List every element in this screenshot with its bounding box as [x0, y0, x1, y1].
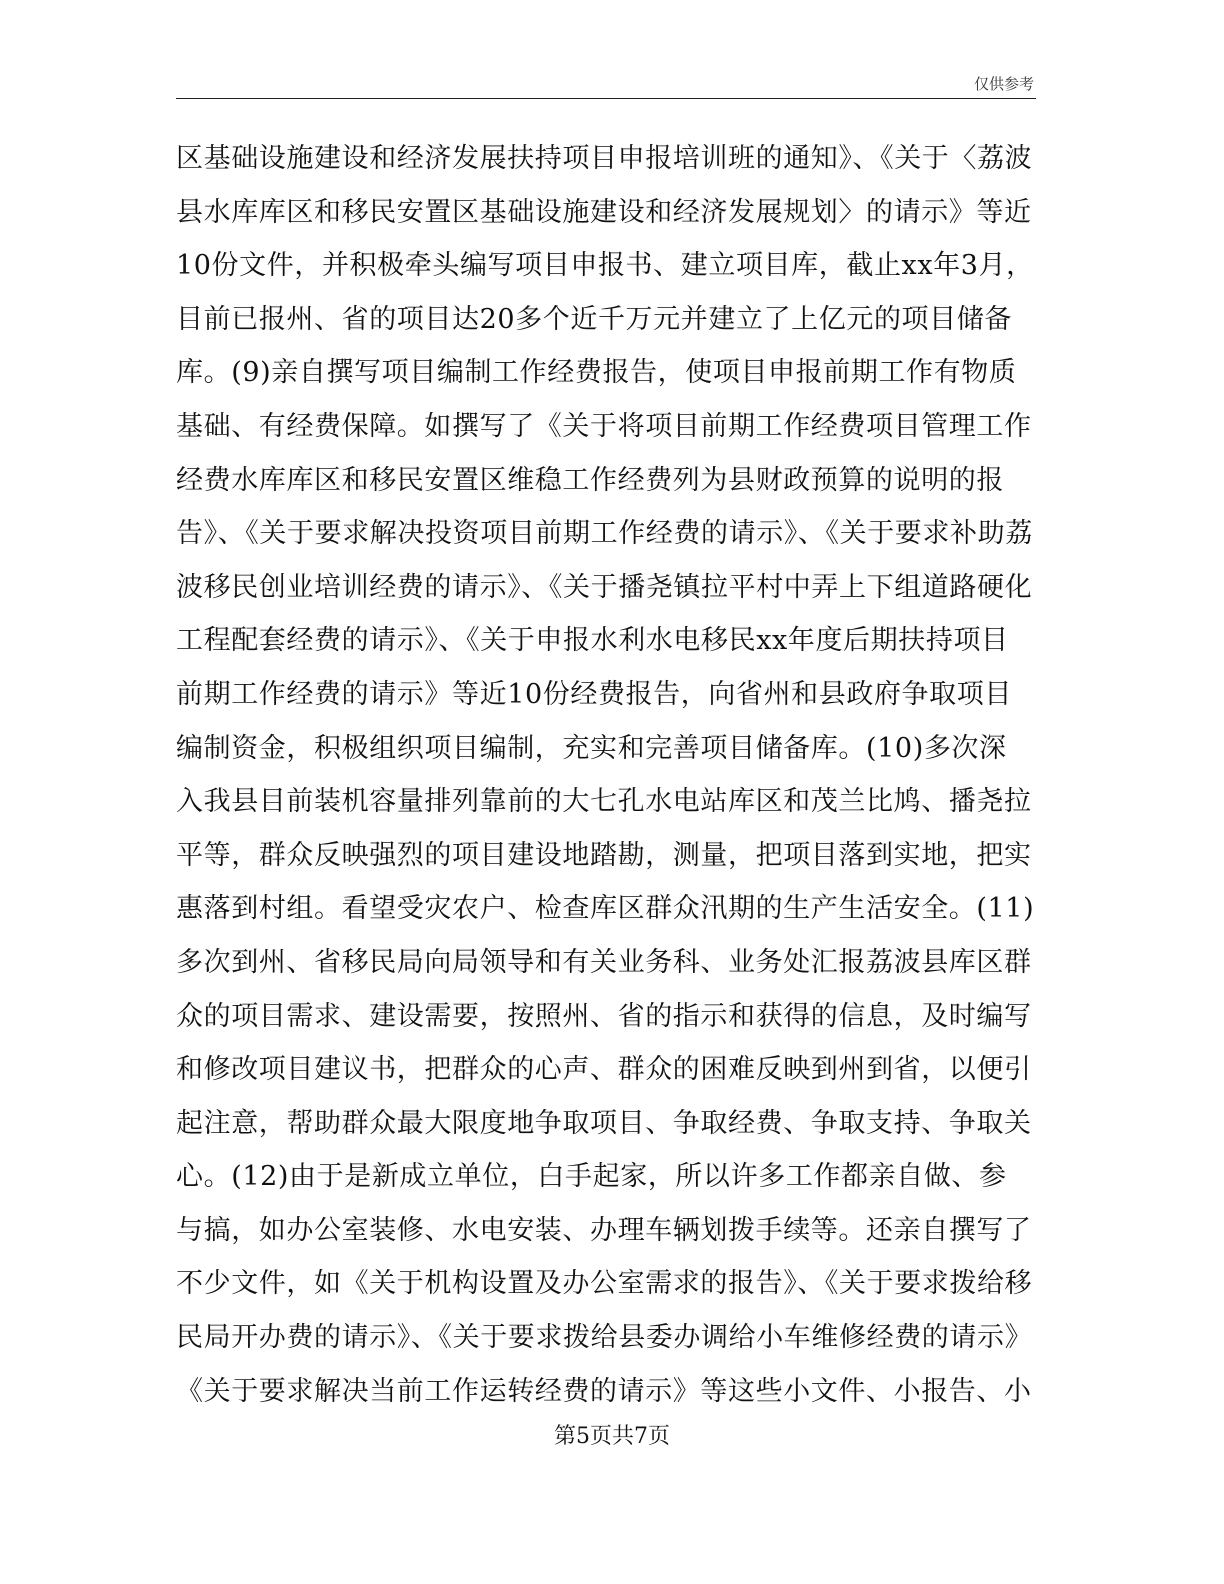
body-line: 基础、有经费保障。如撰写了《关于将项目前期工作经费项目管理工作 [176, 410, 1032, 442]
document-body [176, 132, 1046, 1418]
body-line: 前期工作经费的请示》等近10份经费报告，向省州和县政府争取项目 [176, 678, 1012, 710]
body-line: 编制资金，积极组织项目编制，充实和完善项目储备库。(10)多次深 [176, 732, 1007, 764]
body-line: 惠落到村组。看望受灾农户、检查库区群众汛期的生产生活安全。(11) [176, 893, 1035, 925]
body-line: 与搞，如办公室装修、水电安装、办理车辆划拨手续等。还亲自撰写了 [176, 1214, 1032, 1246]
body-line: 民局开办费的请示》、《关于要求拨给县委办调给小车维修经费的请示》 [176, 1322, 1033, 1354]
body-line: 心。(12)由于是新成立单位，白手起家，所以许多工作都亲自做、参 [176, 1161, 1007, 1193]
body-line: 告》、《关于要求解决投资项目前期工作经费的请示》、《关于要求补助荔 [176, 518, 1033, 550]
body-line: 起注意，帮助群众最大限度地争取项目、争取经费、争取支持、争取关 [176, 1107, 1032, 1139]
page-header [176, 72, 1036, 99]
body-line: 平等，群众反映强烈的项目建设地踏勘，测量，把项目落到实地，把实 [176, 839, 1032, 871]
body-line: 波移民创业培训经费的请示》、《关于播尧镇拉平村中弄上下组道路硬化 [176, 571, 1033, 603]
body-line: 县水库库区和移民安置区基础设施建设和经济发展规划〉的请示》等近 [176, 196, 1032, 228]
body-line: 经费水库库区和移民安置区维稳工作经费列为县财政预算的说明的报 [176, 464, 1004, 496]
body-line: 库。(9)亲自撰写项目编制工作经费报告，使项目申报前期工作有物质 [176, 357, 1017, 389]
body-line: 和修改项目建议书，把群众的心声、群众的困难反映到州到省，以便引 [176, 1054, 1032, 1086]
page-footer [0, 1422, 1224, 1452]
body-line: 区基础设施建设和经济发展扶持项目申报培训班的通知》、《关于〈荔波 [176, 143, 1033, 174]
body-line: 入我县目前装机容量排列靠前的大七孔水电站库区和茂兰比鸠、播尧拉 [176, 786, 1032, 818]
body-line: 众的项目需求、建设需要，按照州、省的指示和获得的信息，及时编写 [176, 1000, 1032, 1032]
body-line: 工程配套经费的请示》、《关于申报水利水电移民xx年度后期扶持项目 [176, 625, 1009, 657]
page-number: 第5页共7页 [554, 1424, 670, 1449]
body-line: 《关于要求解决当前工作运转经费的请示》等这些小文件、小报告、小 [176, 1375, 1032, 1407]
body-line: 不少文件，如《关于机构设置及办公室需求的报告》、《关于要求拨给移 [176, 1268, 1033, 1300]
body-line: 目前已报州、省的项目达20多个近千万元并建立了上亿元的项目储备 [176, 303, 1012, 335]
header-note: 仅供参考 [973, 75, 1034, 93]
body-line: 10份文件，并积极牵头编写项目申报书、建立项目库，截止xx年3月， [176, 250, 1034, 282]
body-line: 多次到州、省移民局向局领导和有关业务科、业务处汇报荔波县库区群 [176, 946, 1032, 978]
